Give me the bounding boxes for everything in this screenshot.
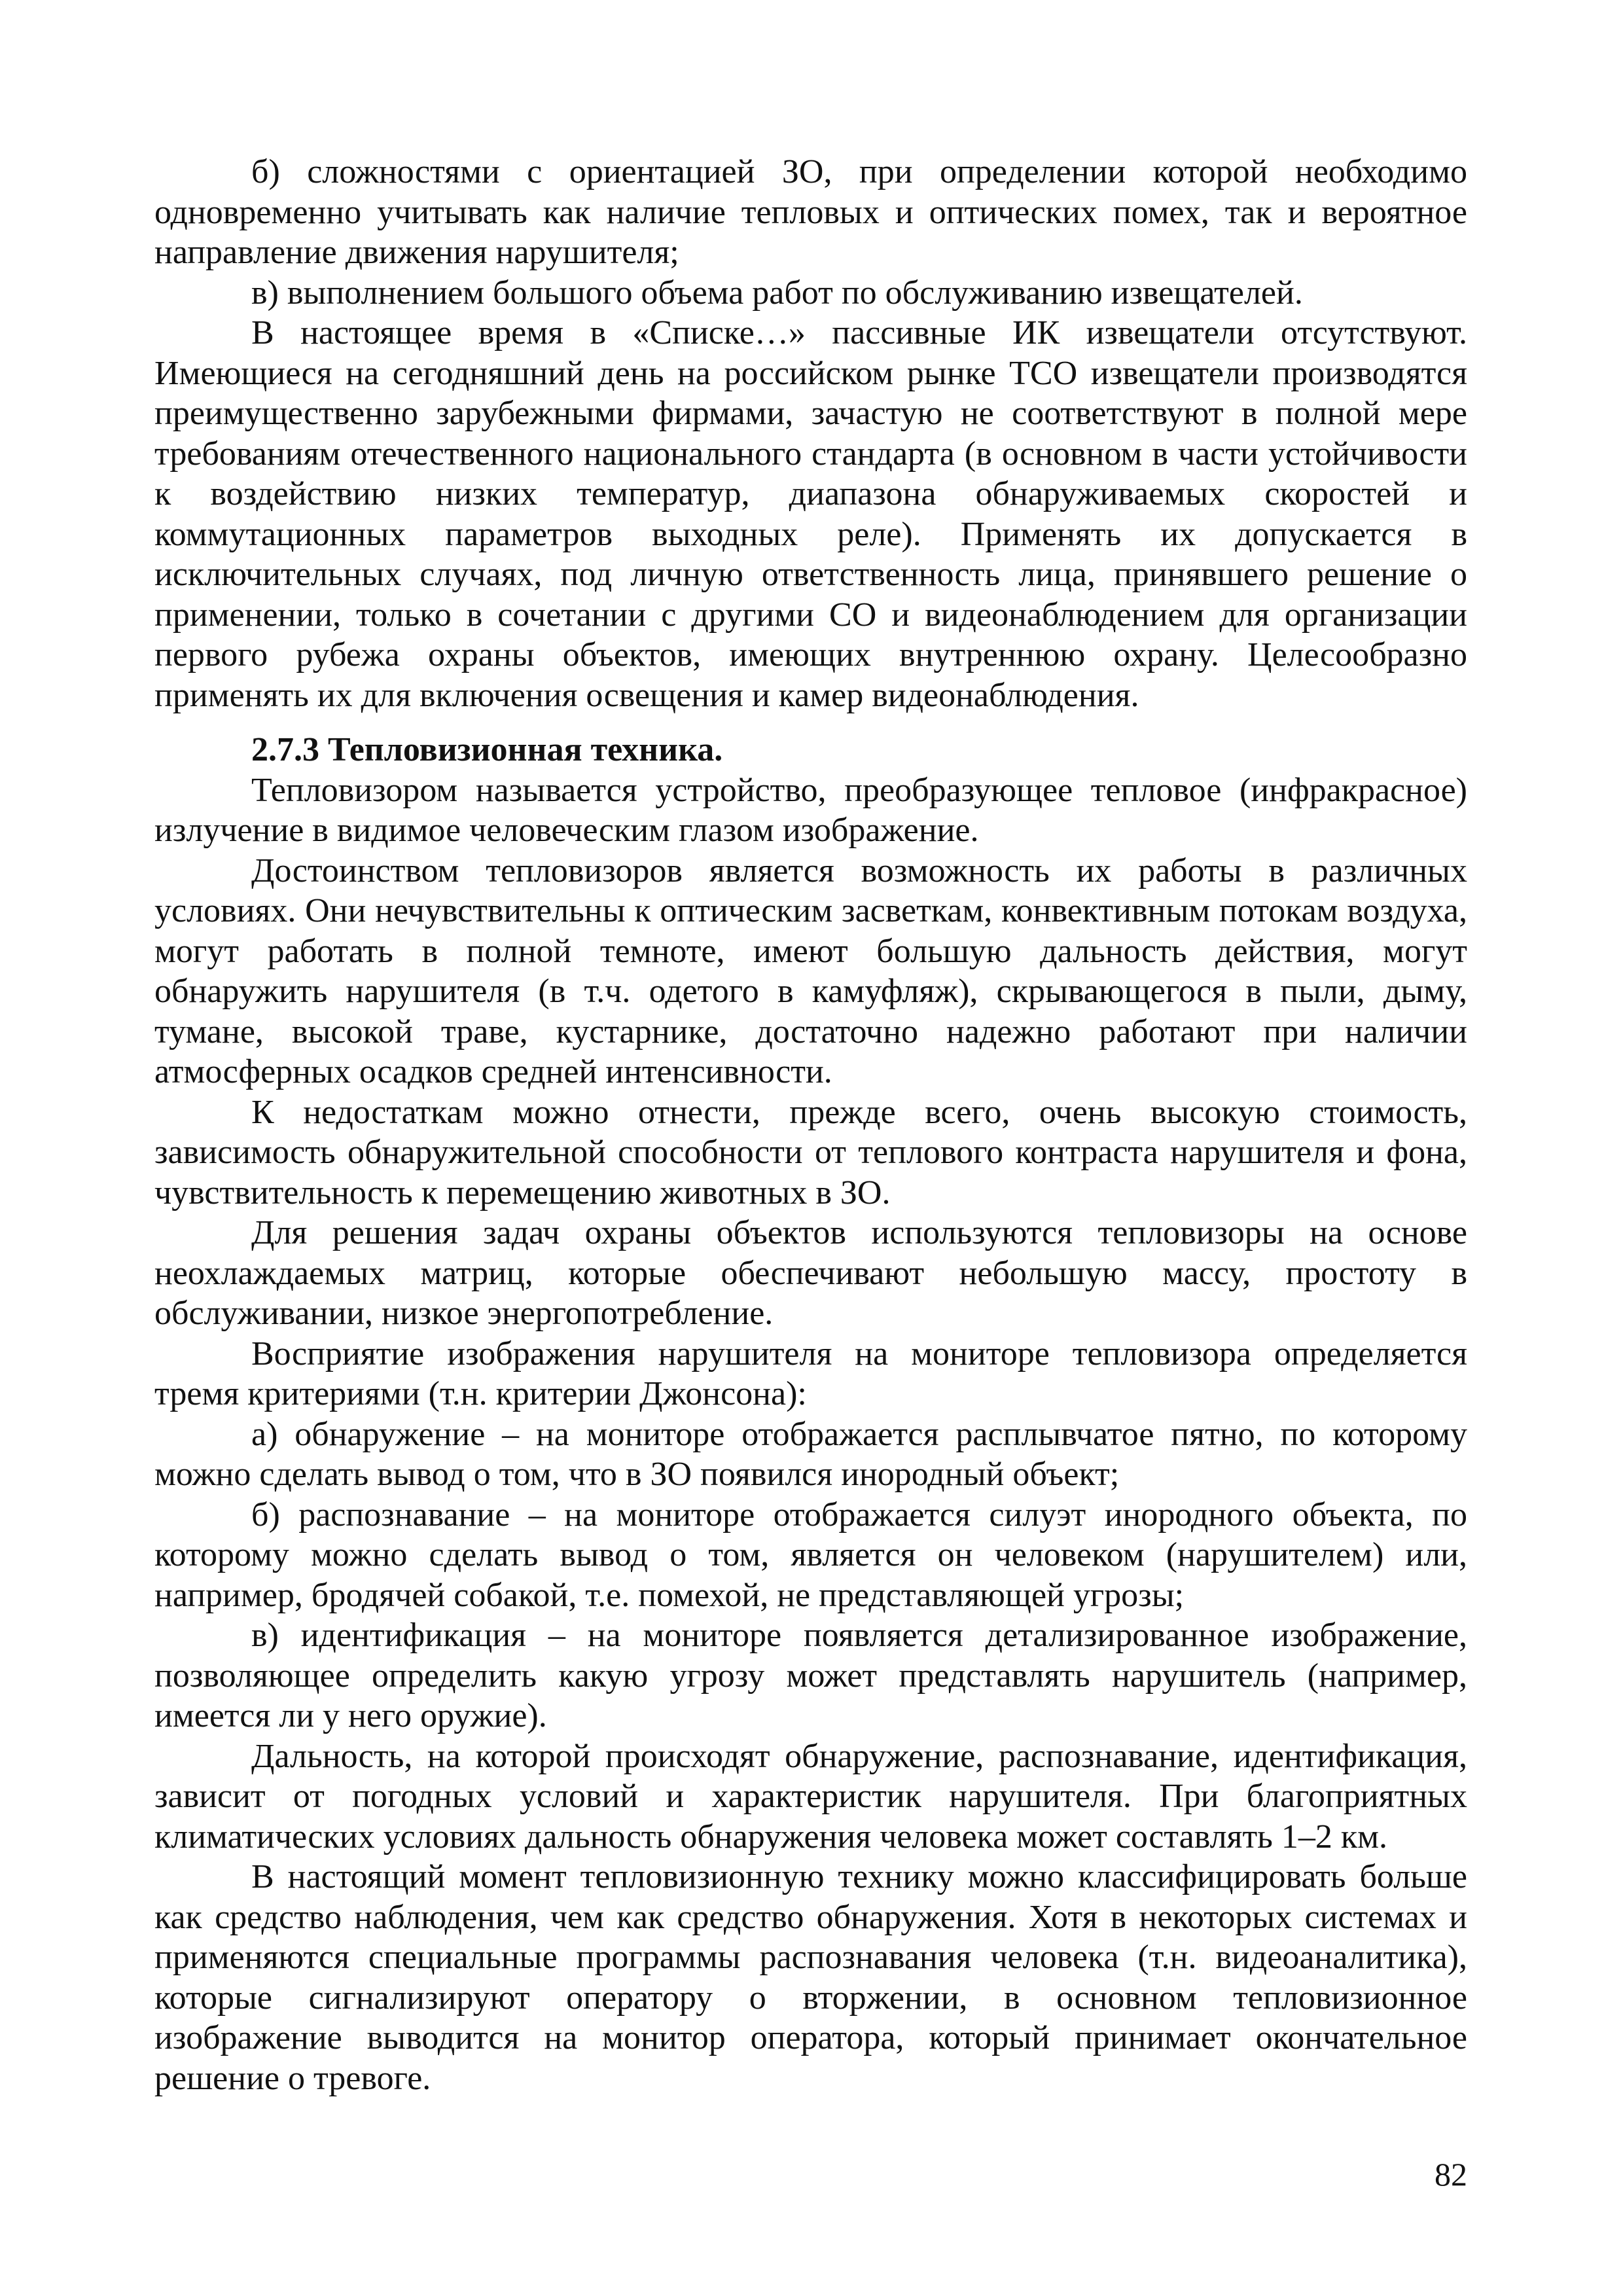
paragraph-advantages: Достоинством тепловизоров является возможность их работы в различных условиях. Они нечувствительны к оптическим засветкам, конвективным потокам воздуха, могут работать в полной темноте, имеют большую дальность действия, могут обнаружить нарушителя (в т.ч. одетого в камуфляж), скрывающегося в пыли, дыму, тумане, высокой траве, кустарнике, достаточно надежно работают при наличии атмосферных осадков средней интенсивности. (154, 852, 1467, 1090)
paragraph-range: Дальность, на которой происходят обнаружение, распознавание, идентификация, зависит от погодных условий и характеристик нарушителя. При благоприятных климатических условиях дальность обнаружения человека может составлять 1–2 км. (154, 1737, 1467, 1856)
paragraph-uncooled-matrices: Для решения задач охраны объектов используются тепловизоры на основе неохлаждаемых матриц, которые обеспечивают небольшую массу, простоту в обслуживании, низкое энергопотребление. (154, 1214, 1467, 1332)
paragraph-detection: а) обнаружение – на мониторе отображается расплывчатое пятно, по которому можно сделать вывод о том, что в ЗО появился инородный объект; (154, 1415, 1467, 1493)
page-number: 82 (1435, 2156, 1467, 2193)
paragraph-identification: в) идентификация – на мониторе появляется детализированное изображение, позволяющее определить какую угрозу может представлять нарушитель (например, имеется ли у него оружие). (154, 1617, 1467, 1734)
paragraph-list-item-v: в) выполнением большого объема работ по обслуживанию извещателей. (251, 274, 1303, 312)
paragraph-recognition: б) распознавание – на мониторе отображается силуэт инородного объекта, по которому можно сделать вывод о том, является он человеком (нарушителем) или, например, бродячей собакой, т.е. помехой, не представляющей угрозы; (154, 1496, 1467, 1614)
paragraph-passive-ir-detectors: В настоящее время в «Списке…» пассивные ИК извещатели отсутствуют. Имеющиеся на сегодняшний день на российском рынке ТСО извещатели производятся преимущественно зарубежными фирмами, зачастую не соответствуют в полной мере требованиям отечественного национального стандарта (в основном в части устойчивости к воздействию низких температур, диапазона обнаруживаемых скоростей и коммутационных параметров выходных реле). Применять их допускается в исключительных случаях, под личную ответственность лица, принявшего решение о применении, только в сочетании с другими СО и видеонаблюдением для организации первого рубежа охраны объектов, имеющих внутреннюю охрану. Целесообразно применять их для включения освещения и камер видеонаблюдения. (154, 314, 1467, 714)
paragraph-list-item-b: б) сложностями с ориентацией ЗО, при определении которой необходимо одновременно учитывать как наличие тепловых и оптических помех, так и вероятное направление движения нарушителя; (154, 153, 1467, 271)
paragraph-johnson-criteria: Восприятие изображения нарушителя на мониторе тепловизора определяется тремя критериями (т.н. критерии Джонсона): (154, 1335, 1467, 1412)
section-heading: 2.7.3 Тепловизионная техника. (251, 731, 723, 768)
paragraph-thermal-imager-definition: Тепловизором называется устройство, преобразующее тепловое (инфракрасное) излучение в видимое человеческим глазом изображение. (154, 771, 1467, 849)
page-body (154, 152, 1467, 2098)
paragraph-disadvantages: К недостаткам можно отнести, прежде всего, очень высокую стоимость, зависимость обнаружительной способности от теплового контраста нарушителя и фона, чувствительность к перемещению животных в ЗО. (154, 1093, 1467, 1211)
paragraph-classification: В настоящий момент тепловизионную технику можно классифицировать больше как средство наблюдения, чем как средство обнаружения. Хотя в некоторых системах и применяются специальные программы распознавания человека (т.н. видеоаналитика), которые сигнализируют оператору о вторжении, в основном тепловизионное изображение выводится на монитор оператора, который принимает окончательное решение о тревоге. (154, 1858, 1467, 2097)
